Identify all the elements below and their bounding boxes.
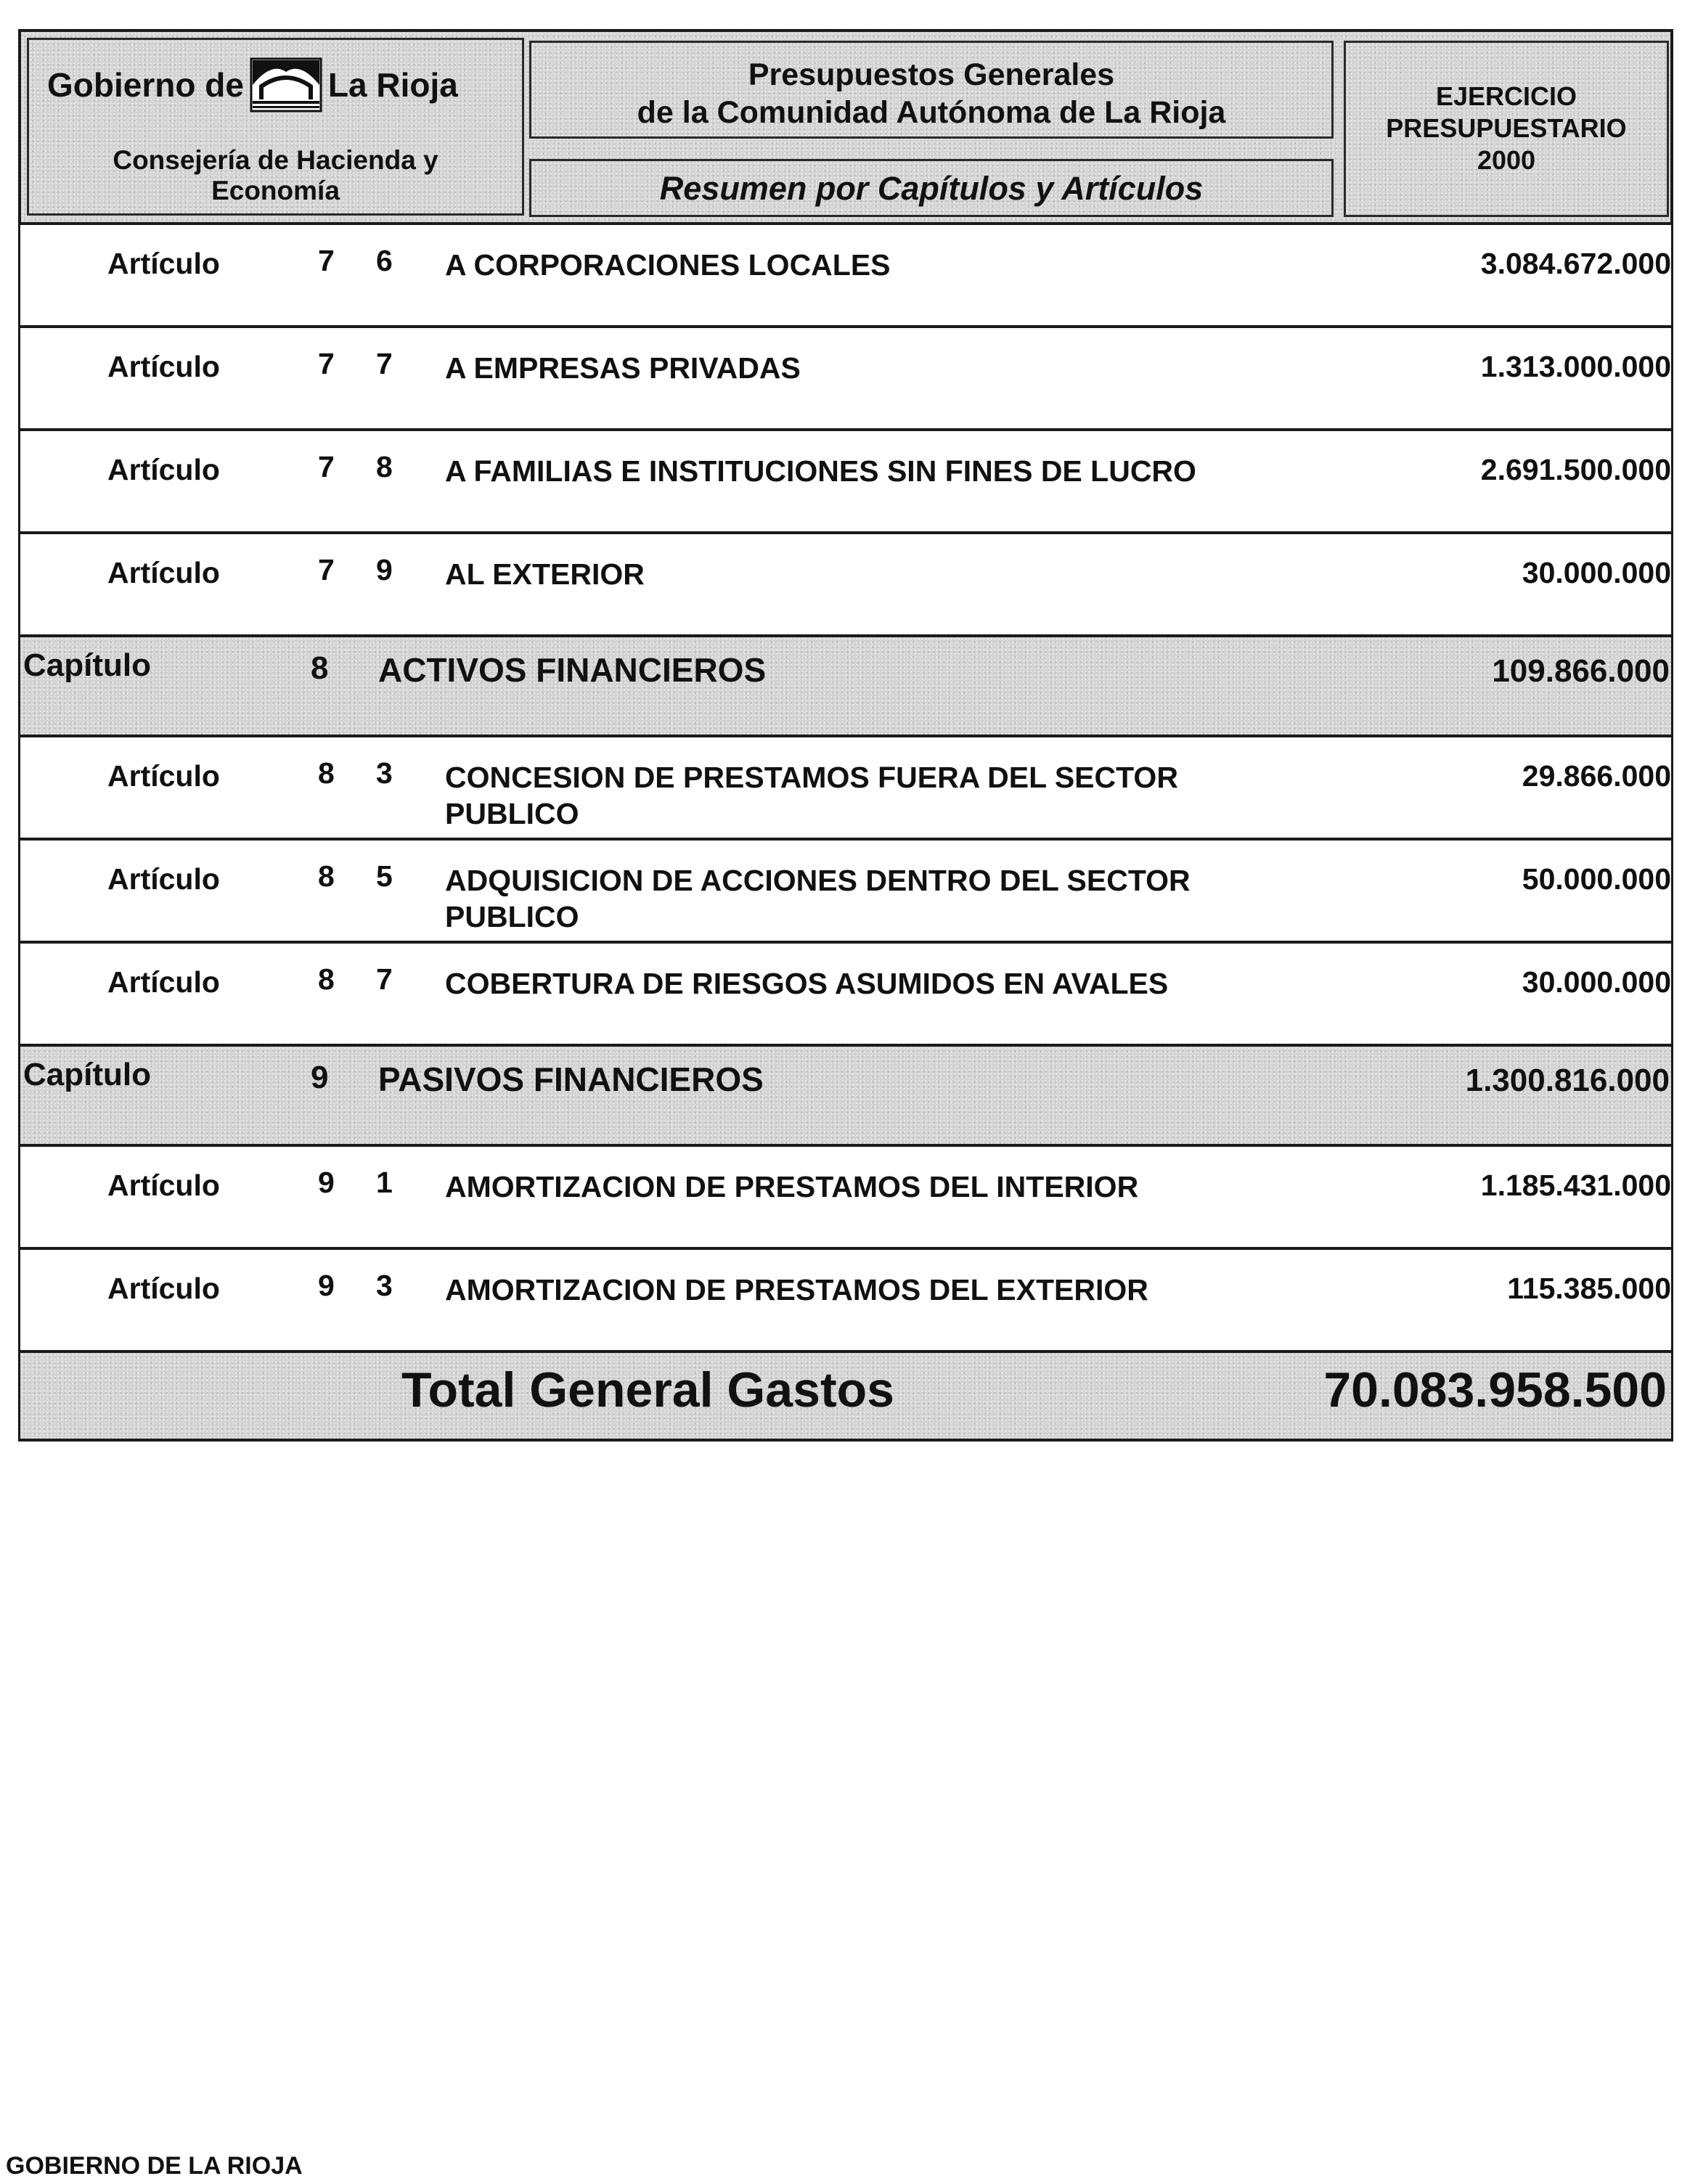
gov-name-left: Gobierno de <box>47 66 244 104</box>
chapter-number: 9 <box>318 1269 335 1302</box>
row-description: A CORPORACIONES LOCALES <box>445 248 891 282</box>
row-description: AMORTIZACION DE PRESTAMOS DEL EXTERIOR <box>445 1273 1148 1306</box>
table-row <box>20 328 1671 431</box>
table-row <box>20 431 1671 534</box>
chapter-number: 7 <box>318 347 335 380</box>
fiscal-year <box>1346 81 1667 176</box>
table-row <box>20 1147 1671 1250</box>
row-kind: Capítulo <box>23 1057 151 1092</box>
article-number: 3 <box>376 756 393 790</box>
row-description: ADQUISICION DE ACCIONES DENTRO DEL SECTOR PUBLICO <box>445 864 1191 933</box>
row-description: COBERTURA DE RIESGOS ASUMIDOS EN AVALES <box>445 967 1169 1000</box>
chapter-number: 8 <box>318 756 335 790</box>
title-line-1: Presupuestos Generales <box>748 57 1115 92</box>
row-kind: Artículo <box>107 1272 220 1305</box>
total-amount: 70.083.958.500 <box>1323 1362 1667 1418</box>
row-description: PASIVOS FINANCIEROS <box>378 1060 764 1098</box>
row-amount: 29.866.000 <box>1522 759 1671 793</box>
chapter-number: 7 <box>318 553 335 586</box>
article-number: 7 <box>376 347 393 380</box>
row-amount: 1.185.431.000 <box>1480 1169 1671 1202</box>
title-box <box>529 41 1334 139</box>
row-amount: 3.084.672.000 <box>1480 247 1671 280</box>
gov-name-right: La Rioja <box>327 66 458 104</box>
chapter-number: 9 <box>311 1060 329 1095</box>
document-subtitle: Resumen por Capítulos y Artículos <box>659 170 1204 207</box>
fiscal-year-line-3: 2000 <box>1477 145 1536 175</box>
row-amount: 115.385.000 <box>1507 1272 1671 1305</box>
row-kind: Artículo <box>107 247 220 280</box>
chapter-row <box>20 1047 1671 1147</box>
article-number: 9 <box>376 553 393 586</box>
chapter-row <box>20 637 1671 737</box>
fiscal-year-line-2: PRESUPUESTARIO <box>1386 113 1627 143</box>
row-description: AL EXTERIOR <box>445 557 645 591</box>
row-amount: 50.000.000 <box>1522 862 1671 896</box>
row-description: CONCESION DE PRESTAMOS FUERA DEL SECTOR PUBLICO <box>445 761 1178 830</box>
title-line-2: de la Comunidad Autónoma de La Rioja <box>637 95 1226 130</box>
article-number: 5 <box>376 859 393 893</box>
row-kind: Artículo <box>107 965 220 999</box>
chapter-number: 7 <box>318 450 335 483</box>
page-footer: GOBIERNO DE LA RIOJA <box>6 2152 303 2180</box>
article-number: 1 <box>376 1166 393 1199</box>
la-rioja-emblem-icon <box>250 56 322 114</box>
table-row <box>20 944 1671 1047</box>
row-kind: Artículo <box>107 453 220 486</box>
article-number: 7 <box>376 962 393 996</box>
row-amount: 1.313.000.000 <box>1480 350 1671 383</box>
document-title <box>531 56 1331 131</box>
row-amount: 2.691.500.000 <box>1480 453 1671 486</box>
row-amount: 109.866.000 <box>1492 653 1670 689</box>
total-row <box>20 1353 1671 1441</box>
table-row <box>20 1250 1671 1353</box>
row-description: AMORTIZACION DE PRESTAMOS DEL INTERIOR <box>445 1170 1139 1203</box>
government-box <box>27 38 524 216</box>
fiscal-year-box <box>1344 41 1669 217</box>
chapter-number: 7 <box>318 244 335 277</box>
table-row <box>20 225 1671 328</box>
row-description: ACTIVOS FINANCIEROS <box>378 651 767 689</box>
row-description: A FAMILIAS E INSTITUCIONES SIN FINES DE LUCRO <box>445 454 1196 488</box>
subtitle-box <box>529 159 1334 217</box>
total-label: Total General Gastos <box>401 1362 894 1418</box>
article-number: 8 <box>376 450 393 483</box>
row-kind: Artículo <box>107 350 220 383</box>
row-description: A EMPRESAS PRIVADAS <box>445 351 801 385</box>
table-row <box>20 737 1671 841</box>
chapter-number: 8 <box>318 962 335 996</box>
row-amount: 1.300.816.000 <box>1465 1063 1670 1098</box>
header <box>18 29 1673 225</box>
fiscal-year-line-1: EJERCICIO <box>1435 81 1577 111</box>
budget-table <box>18 225 1673 1441</box>
department-line-2: Economía <box>211 176 340 205</box>
table-row <box>20 841 1671 944</box>
chapter-number: 8 <box>318 859 335 893</box>
chapter-number: 8 <box>311 650 329 686</box>
row-kind: Capítulo <box>23 647 151 683</box>
row-kind: Artículo <box>107 862 220 896</box>
chapter-number: 9 <box>318 1166 335 1199</box>
row-kind: Artículo <box>107 759 220 793</box>
table-row <box>20 534 1671 637</box>
department-line-1: Consejería de Hacienda y <box>113 145 438 175</box>
row-amount: 30.000.000 <box>1522 965 1671 999</box>
department <box>29 145 522 206</box>
row-amount: 30.000.000 <box>1522 556 1671 589</box>
row-kind: Artículo <box>107 1169 220 1202</box>
row-kind: Artículo <box>107 556 220 589</box>
article-number: 3 <box>376 1269 393 1302</box>
article-number: 6 <box>376 244 393 277</box>
government-name <box>47 56 458 114</box>
